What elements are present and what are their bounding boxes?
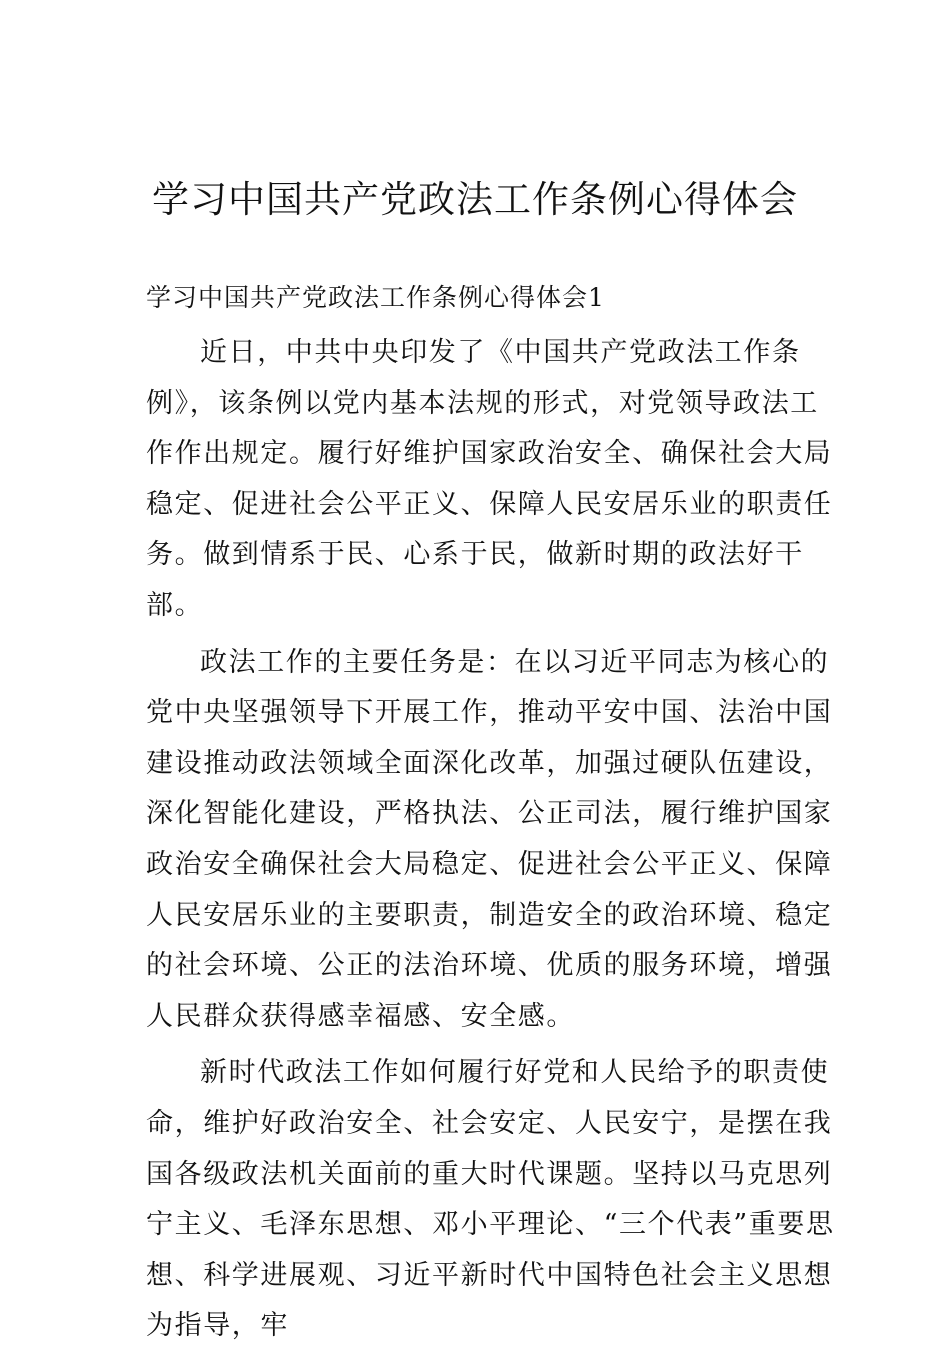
- document-title: 学习中国共产党政法工作条例心得体会: [152, 178, 798, 221]
- paragraph-1: 近日，中共中央印发了《中国共产党政法工作条例》，该条例以党内基本法规的形式，对党领导政法工作作出规定。履行好维护国家政治安全、确保社会大局稳定、促进社会公平正义、保障人民安居乐业的职责任务。做到情系于民、心系于民，做新时期的政法好干部。: [146, 337, 833, 621]
- section-heading: 学习中国共产党政法工作条例心得体会1: [146, 283, 605, 312]
- paragraph-3: 新时代政法工作如何履行好党和人民给予的职责使命，维护好政治安全、社会安定、人民安宁，是摆在我国各级政法机关面前的重大时代课题。坚持以马克思列宁主义、毛泽东思想、邓小平理论、“三个代表”重要思想、科学进展观、习近平新时代中国特色社会主义思想为指导，牢: [146, 1057, 835, 1342]
- document-body: [146, 280, 836, 1358]
- paragraph-2: 政法工作的主要任务是：在以习近平同志为核心的党中央坚强领导下开展工作，推动平安中国、法治中国建设推动政法领域全面深化改革，加强过硬队伍建设，深化智能化建设，严格执法、公正司法，履行维护国家政治安全确保社会大局稳定、促进社会公平正义、保障人民安居乐业的主要职责，制造安全的政治环境、稳定的社会环境、公正的法治环境、优质的服务环境，增强人民群众获得感幸福感、安全感。: [146, 646, 833, 1032]
